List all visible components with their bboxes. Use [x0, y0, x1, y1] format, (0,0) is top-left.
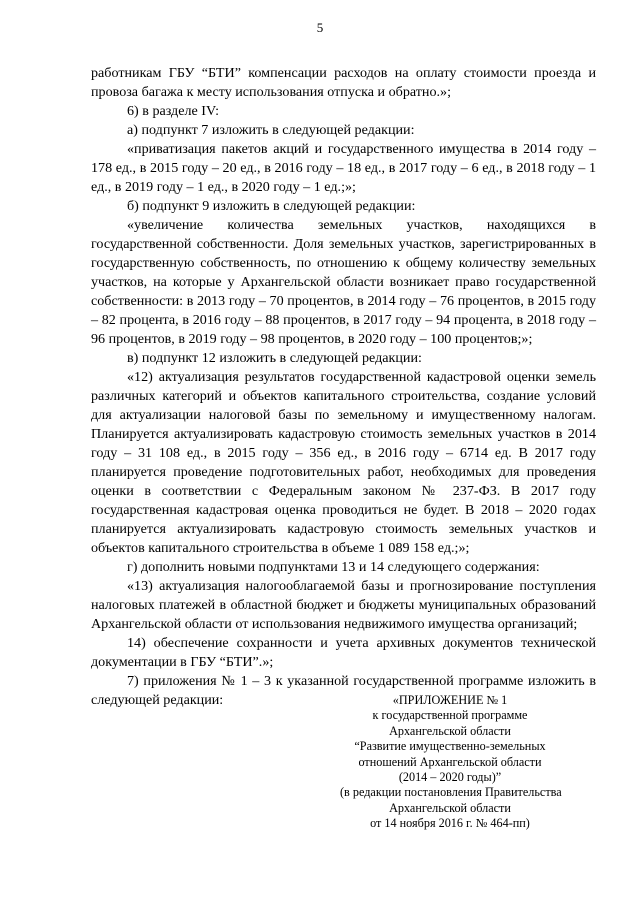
paragraph-subitem-13-text: «13) актуализация налогооблагаемой базы и прогнозирование поступления налоговых платежей в областной бюджет и бюджеты муниципальных образований Архангельской области от использования недвижимого имущества организаций;	[91, 578, 596, 632]
appendix-line: (в редакции постановления Правительства	[340, 785, 562, 800]
paragraph-subitem-12-intro: в) подпункт 12 изложить в следующей редакции:	[127, 350, 422, 366]
paragraph-subitem-9-intro: б) подпункт 9 изложить в следующей редакции:	[127, 198, 416, 214]
paragraph-subitem-14-text: 14) обеспечение сохранности и учета архивных документов технической документации в ГБУ “БТИ”.»;	[91, 635, 596, 670]
paragraph-subitem-12-text: «12) актуализация результатов государственной кадастровой оценки земель различных категорий и объектов капитального строительства, создание условий для актуализации налоговой базы по земельному и имущественному налогам. Планируется актуализировать кадастровую стоимость земельных участков в 2014 году – 31 108 ед., в 2015 году – 356 ед., в 2016 году – 6714 ед. В 2017 году планируется проведение подготовительных работ, необходимых для проведения оценки в соответствии с Федеральным законом № 237-ФЗ. В 2017 году государственная кадастровая оценка проводиться не будет. В 2018 – 2020 годах планируется актуализировать кадастровую стоимость земельных участков и объектов капитального строительства в объеме 1 089 158 ед.;»;	[91, 369, 596, 556]
page-number: 5	[316, 20, 324, 35]
appendix-line: от 14 ноября 2016 г. № 464-пп)	[370, 816, 530, 831]
appendix-line: отношений Архангельской области	[358, 754, 542, 769]
appendix-heading	[340, 693, 560, 832]
paragraph-subitem-7-intro: а) подпункт 7 изложить в следующей редакции:	[127, 122, 415, 138]
appendix-line: (2014 – 2020 годы)”	[398, 770, 502, 785]
appendix-line: «ПРИЛОЖЕНИЕ № 1	[392, 693, 508, 707]
paragraph-section-iv: 6) в разделе IV:	[127, 103, 220, 119]
paragraph-subitems-13-14-intro: г) дополнить новыми подпунктами 13 и 14 следующего содержания:	[127, 559, 540, 575]
appendix-line: к государственной программе	[372, 708, 528, 723]
appendix-line: “Развитие имущественно-земельных	[354, 739, 546, 754]
paragraph-subitem-9-text: «увеличение количества земельных участков, находящихся в государственной собственности. Доля земельных участков, зарегистрированных в государственную собственность, по отношению к общему количеству земельных участков, на которые у Архангельской области возникает право государственной собственности: в 2013 году – 70 процентов, в 2014 году – 76 процентов, в 2015 году – 82 процента, в 2016 году – 88 процентов, в 2017 году – 94 процента, в 2018 году – 96 процентов, в 2019 году – 98 процентов, в 2020 году – 100 процентов;»;	[91, 217, 596, 347]
document-body	[91, 64, 596, 710]
appendix-line: Архангельской области	[389, 800, 511, 815]
paragraph-subitem-7-text: «приватизация пакетов акций и государственного имущества в 2014 году – 178 ед., в 2015 году – 20 ед., в 2016 году – 18 ед., в 2017 году – 6 ед., в 2018 году – 1 ед., в 2019 году – 1 ед., в 2020 году – 1 ед.;»;	[91, 141, 596, 195]
paragraph-appendices-intro: 7) приложения № 1 – 3 к указанной государственной программе изложить в следующей редакции:	[91, 673, 596, 708]
appendix-line: Архангельской области	[389, 723, 511, 738]
paragraph-bti-compensation: работникам ГБУ “БТИ” компенсации расходов на оплату стоимости проезда и провоза багажа к месту использования отпуска и обратно.»;	[91, 65, 596, 100]
